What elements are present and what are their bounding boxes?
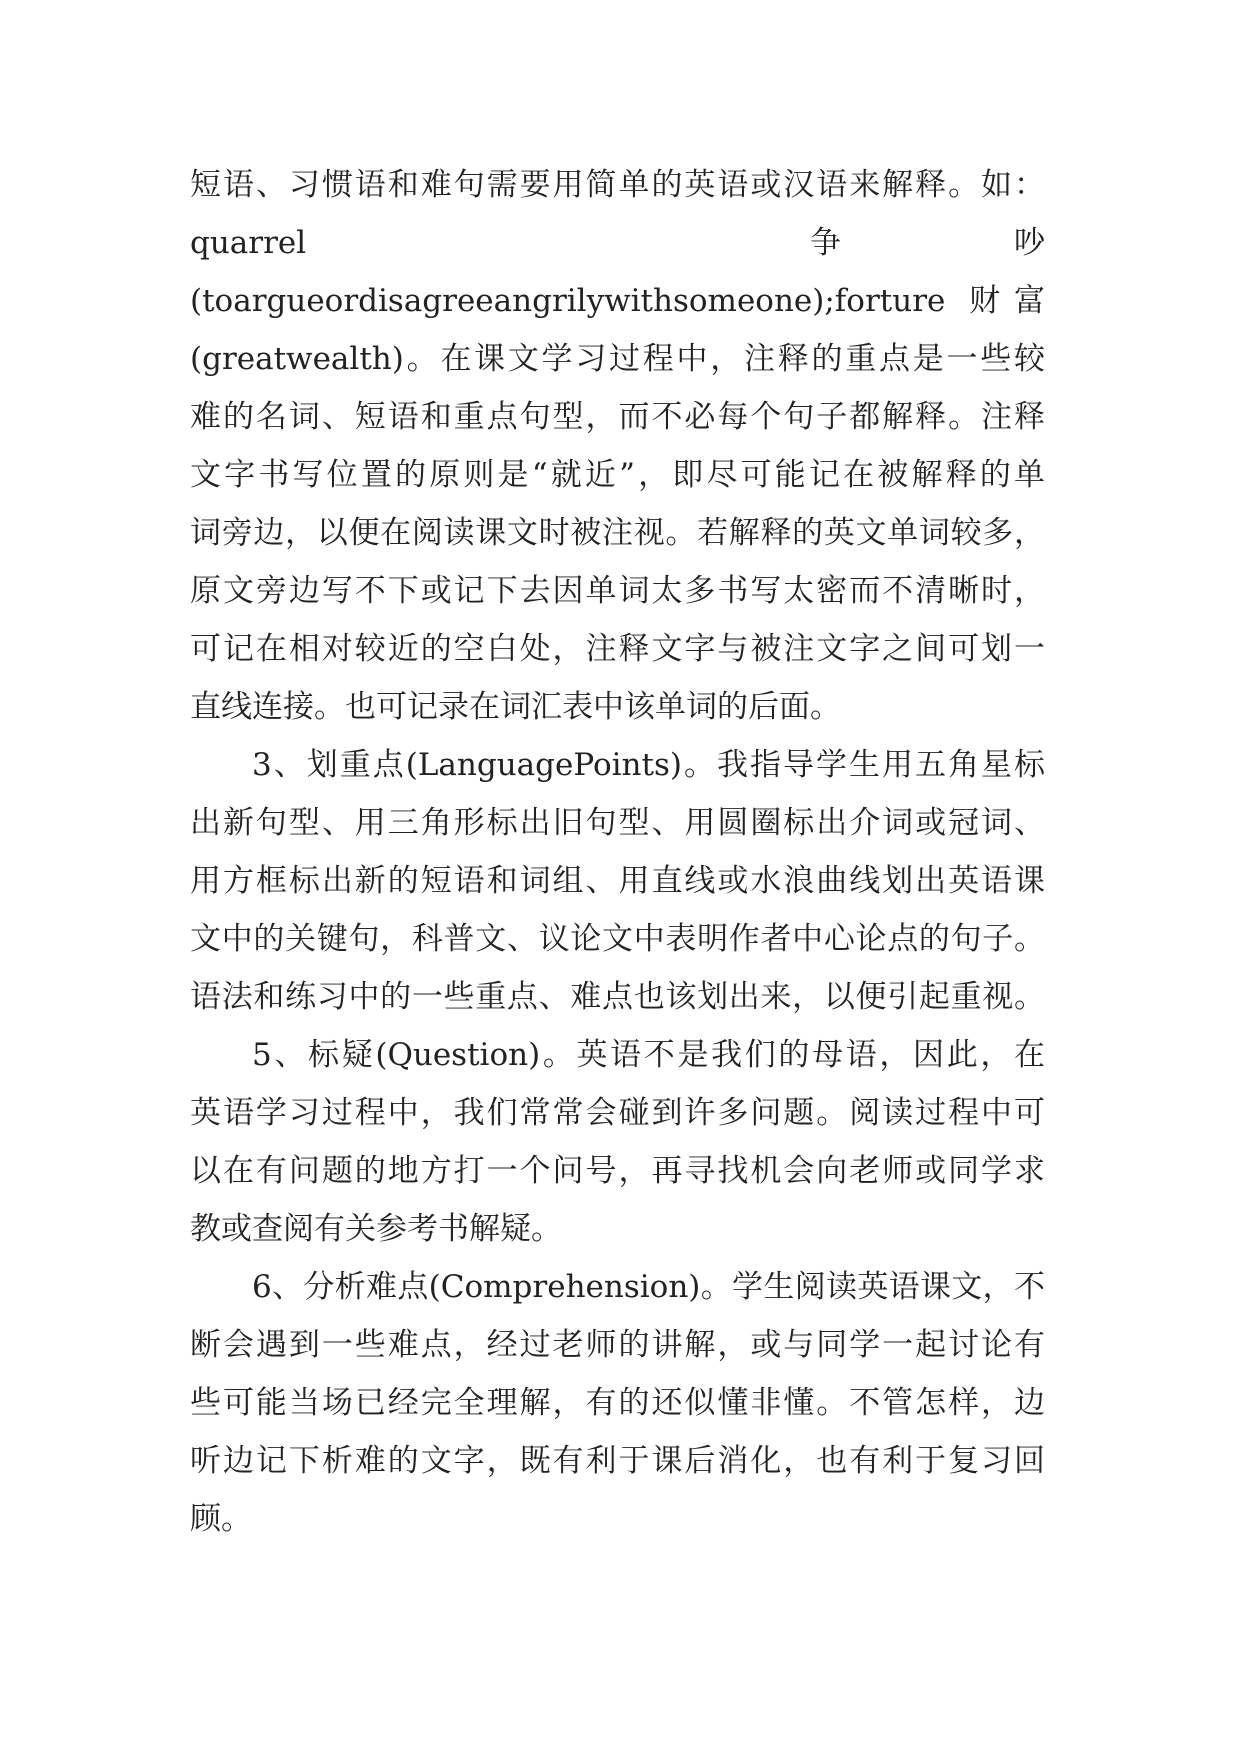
text-line: 原文旁边写不下或记下去因单词太多书写太密而不清晰时，	[190, 573, 1045, 609]
text-line: 文字书写位置的原则是“就近”，即尽可能记在被解释的单	[190, 457, 1045, 493]
text-line: 6、分析难点(Comprehension)。学生阅读英语课文，不	[252, 1269, 1045, 1305]
text-line: 以在有问题的地方打一个问号，再寻找机会向老师或同学求	[190, 1153, 1045, 1189]
text-line: (toargueordisagreeangrilywithsomeone);forture 财富	[190, 283, 1045, 319]
text-line: 听边记下析难的文字，既有利于课后消化，也有利于复习回	[190, 1443, 1045, 1479]
text-line: 断会遇到一些难点，经过老师的讲解，或与同学一起讨论有	[190, 1327, 1045, 1363]
text-line: 5、标疑(Question)。英语不是我们的母语，因此，在	[252, 1037, 1045, 1073]
text-word: quarrel	[190, 225, 307, 261]
text-line: 难的名词、短语和重点句型，而不必每个句子都解释。注释	[190, 399, 1045, 435]
text-line: 直线连接。也可记录在词汇表中该单词的后面。	[190, 689, 841, 725]
text-line: 用方框标出新的短语和词组、用直线或水浪曲线划出英语课	[190, 863, 1045, 899]
text-chars	[810, 214, 1045, 272]
text-line: 词旁边，以便在阅读课文时被注视。若解释的英文单词较多，	[190, 515, 1045, 551]
text-line: 3、划重点(LanguagePoints)。我指导学生用五角星标	[252, 747, 1045, 783]
text-line: 可记在相对较近的空白处，注释文字与被注文字之间可划一	[190, 631, 1045, 667]
text-line	[190, 214, 1045, 272]
text-line: (greatwealth)。在课文学习过程中，注释的重点是一些较	[190, 341, 1045, 377]
text-line: 文中的关键句，科普文、议论文中表明作者中心论点的句子。	[190, 921, 1045, 957]
text-line: 语法和练习中的一些重点、难点也该划出来，以便引起重视。	[190, 979, 1045, 1015]
text-line: 短语、习惯语和难句需要用简单的英语或汉语来解释。如：	[190, 167, 1045, 203]
text-line: 出新句型、用三角形标出旧句型、用圆圈标出介词或冠词、	[190, 805, 1045, 841]
text-line: 教或查阅有关参考书解疑。	[190, 1211, 562, 1247]
text-char: 争	[810, 225, 841, 261]
text-line: 些可能当场已经完全理解，有的还似懂非懂。不管怎样，边	[190, 1385, 1045, 1421]
text-line: 英语学习过程中，我们常常会碰到许多问题。阅读过程中可	[190, 1095, 1045, 1131]
text-line: 顾。	[190, 1501, 252, 1537]
text-char: 吵	[1014, 225, 1045, 261]
